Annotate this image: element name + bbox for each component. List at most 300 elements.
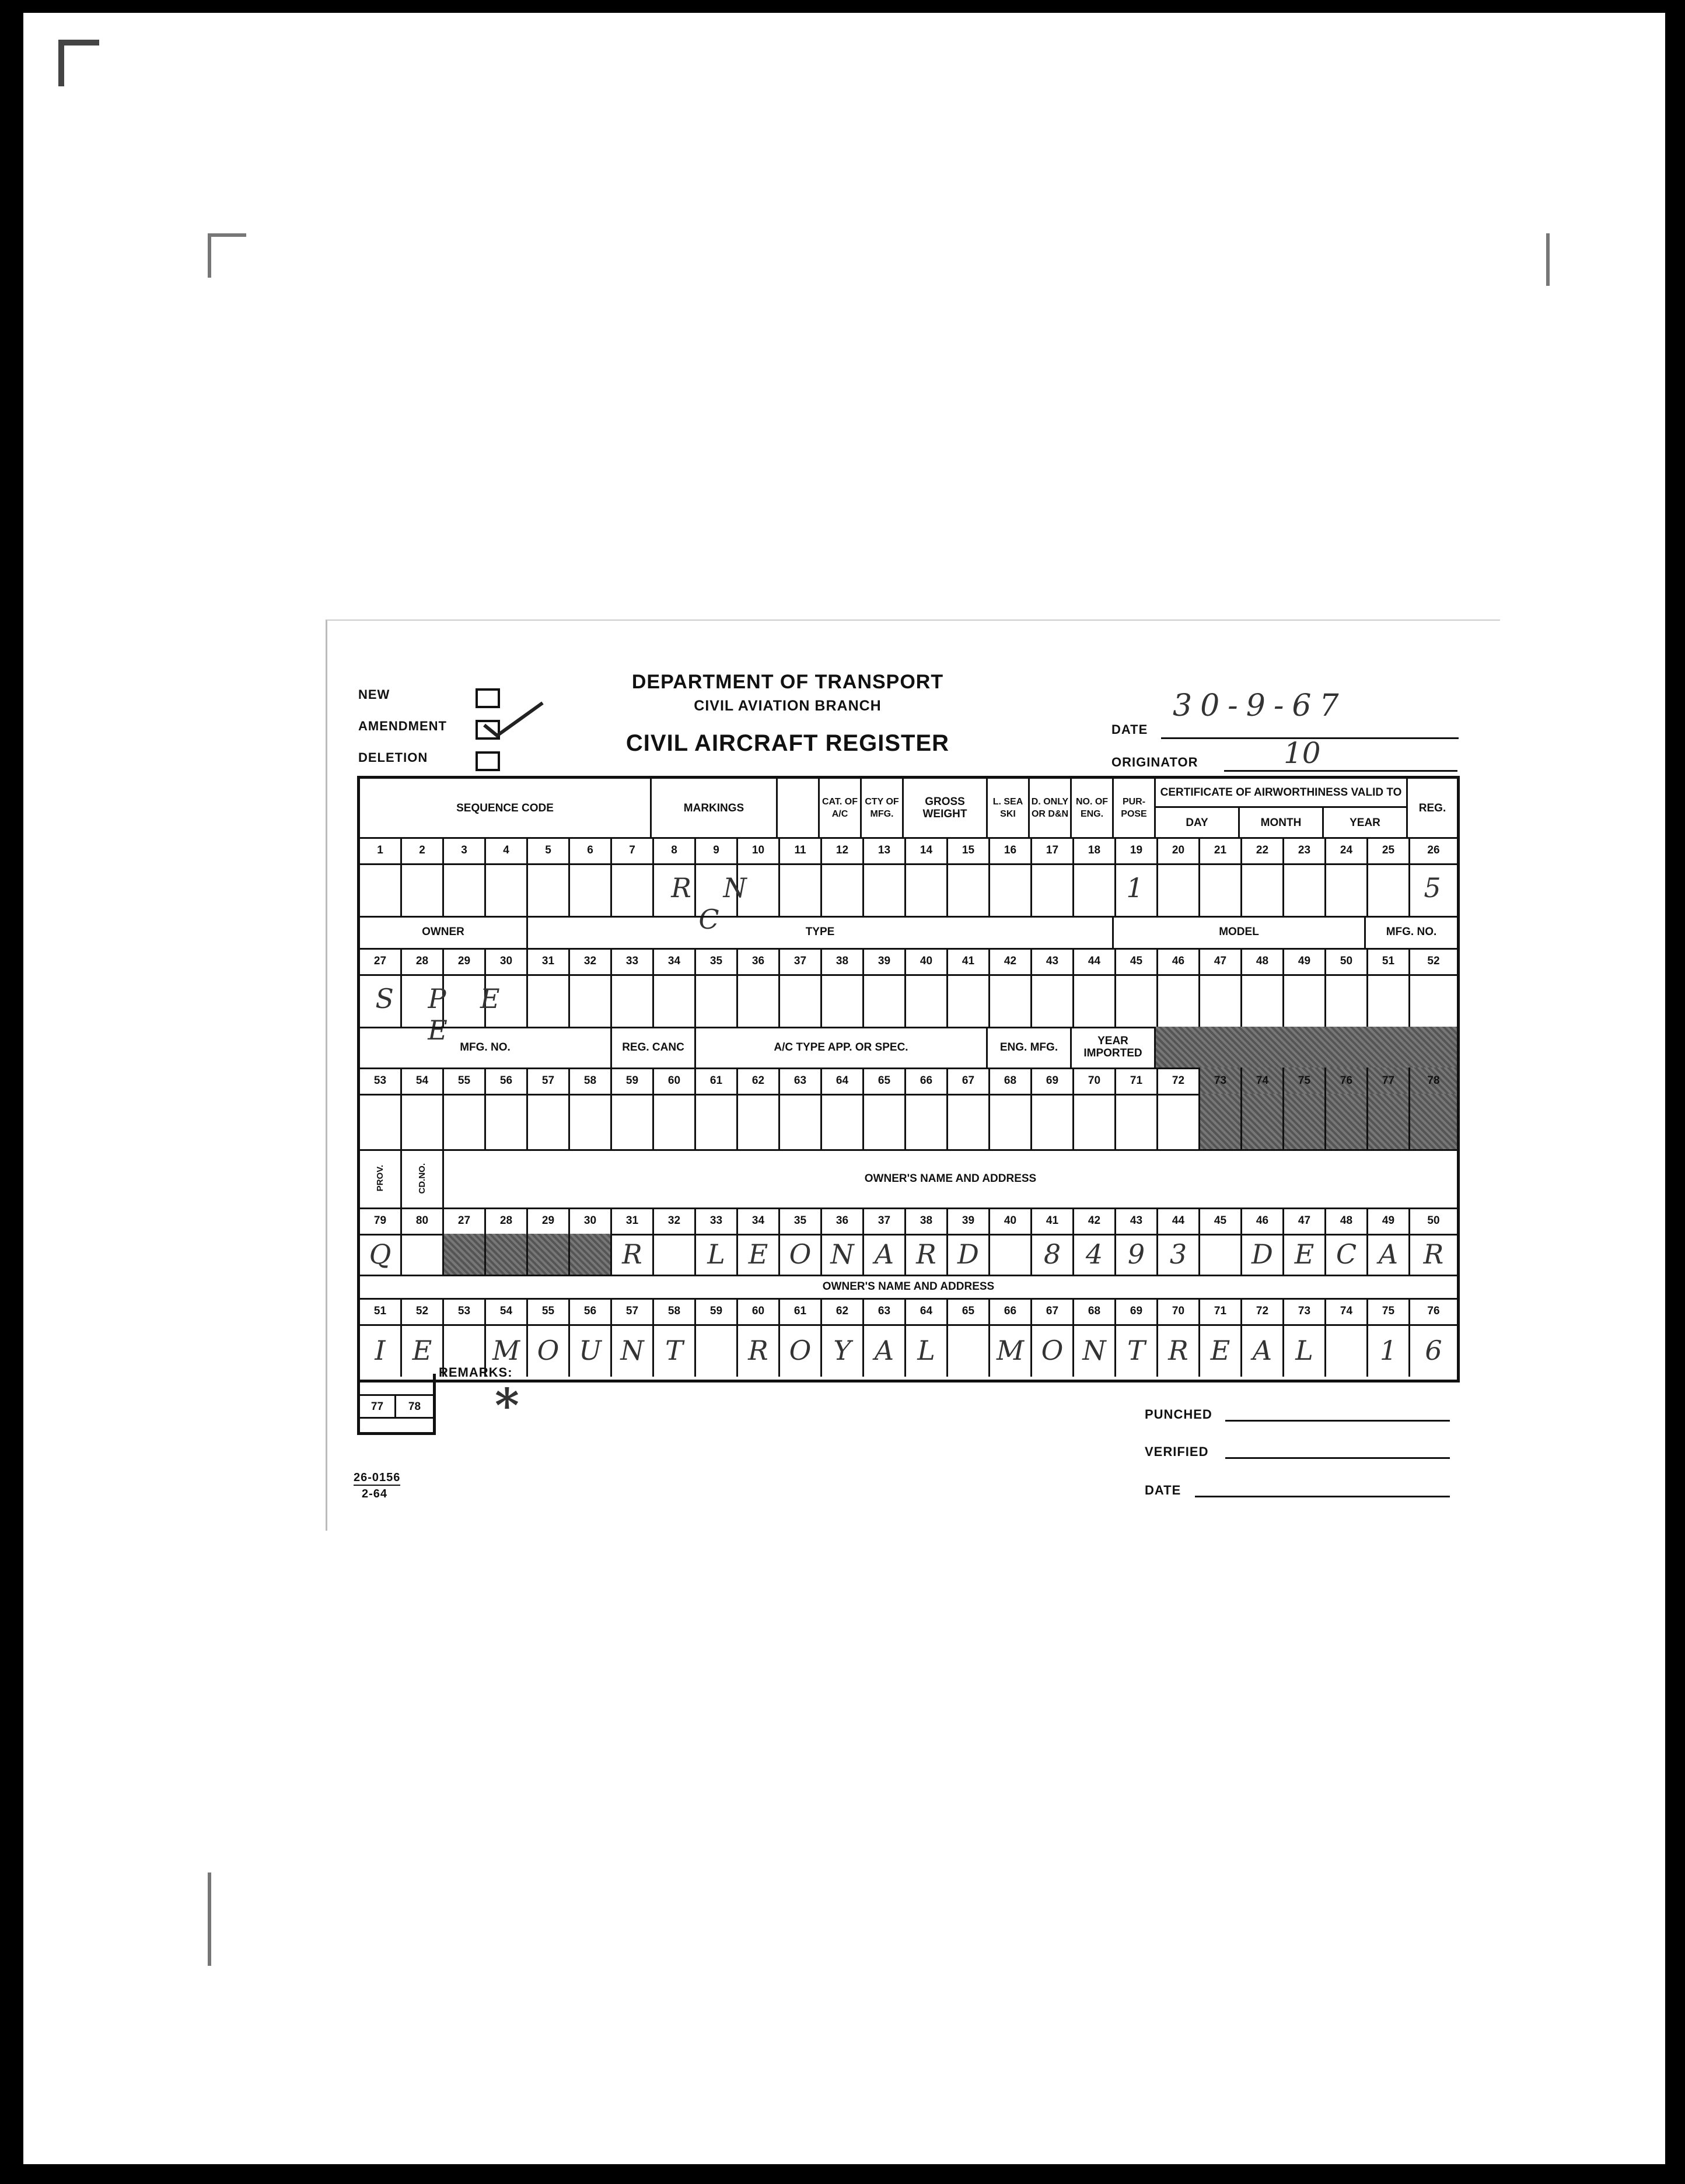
entry-cell[interactable] bbox=[528, 1234, 570, 1275]
cdno-label: CD.NO. bbox=[417, 1163, 427, 1194]
entry-cell[interactable] bbox=[990, 863, 1032, 916]
column-number: 48 bbox=[1242, 948, 1284, 974]
owner-address-header: OWNER'S NAME AND ADDRESS bbox=[864, 1172, 1037, 1185]
column-number: 73 bbox=[1200, 1068, 1242, 1094]
entry-cell[interactable] bbox=[780, 974, 822, 1027]
entry-cell[interactable] bbox=[990, 1094, 1032, 1149]
cat-header: CAT. OF A/C bbox=[820, 779, 862, 837]
entry-cell[interactable] bbox=[1368, 974, 1410, 1027]
entry-cell[interactable] bbox=[864, 1094, 906, 1149]
entry-cell[interactable]: L bbox=[696, 1234, 738, 1275]
entry-cell[interactable] bbox=[1074, 1094, 1116, 1149]
entry-cell[interactable] bbox=[1200, 1094, 1242, 1149]
entry-cell[interactable] bbox=[948, 863, 990, 916]
entry-cell[interactable]: A bbox=[1242, 1324, 1284, 1377]
column-number: 61 bbox=[780, 1298, 822, 1324]
column-number: 34 bbox=[738, 1208, 780, 1234]
entry-cell[interactable] bbox=[696, 1094, 738, 1149]
column-number: 76 bbox=[1427, 1305, 1440, 1317]
column-number: 63 bbox=[780, 1068, 822, 1094]
regcanc-header: REG. CANC bbox=[612, 1027, 696, 1068]
entry-cell[interactable]: 9 bbox=[1116, 1234, 1158, 1275]
column-number: 34 bbox=[654, 948, 696, 974]
entry-cell[interactable] bbox=[444, 863, 486, 916]
entry-cell[interactable] bbox=[528, 1094, 570, 1149]
column-number: 31 bbox=[612, 1208, 654, 1234]
entry-cell[interactable] bbox=[738, 1094, 780, 1149]
entry-cell[interactable] bbox=[906, 1094, 948, 1149]
entry-cell[interactable] bbox=[990, 974, 1032, 1027]
markings-entry: R N C bbox=[671, 872, 758, 935]
entry-cell[interactable] bbox=[948, 1094, 990, 1149]
entry-cell[interactable] bbox=[906, 974, 948, 1027]
column-number: 64 bbox=[906, 1298, 948, 1324]
column-number: 2 bbox=[402, 837, 444, 863]
entry-cell[interactable] bbox=[1242, 863, 1284, 916]
entry-cell[interactable]: U bbox=[570, 1324, 612, 1377]
entry-cell[interactable]: Y bbox=[822, 1324, 864, 1377]
column-number: 72 bbox=[1242, 1298, 1284, 1324]
row5-labels bbox=[360, 1275, 1457, 1298]
gross-weight-header: GROSS WEIGHT bbox=[904, 779, 988, 837]
crop-mark bbox=[208, 1873, 246, 1966]
entry-cell[interactable] bbox=[486, 1234, 528, 1275]
column-number: 59 bbox=[612, 1068, 654, 1094]
entry-cell[interactable] bbox=[780, 863, 822, 916]
entry-cell[interactable]: 4 bbox=[1074, 1234, 1116, 1275]
entry-cell[interactable]: O bbox=[528, 1324, 570, 1377]
column-number: 57 bbox=[528, 1068, 570, 1094]
column-number: 69 bbox=[1116, 1298, 1158, 1324]
entry-cell[interactable]: A bbox=[1368, 1234, 1410, 1275]
entry-cell[interactable] bbox=[696, 1324, 738, 1377]
column-number: 16 bbox=[990, 837, 1032, 863]
column-number: 32 bbox=[654, 1208, 696, 1234]
cty-header: CTY OF MFG. bbox=[862, 779, 904, 837]
column-number: 41 bbox=[948, 948, 990, 974]
column-number: 62 bbox=[738, 1068, 780, 1094]
footer-date-label: DATE bbox=[1145, 1483, 1181, 1497]
column-number: 39 bbox=[948, 1208, 990, 1234]
entry-cell[interactable]: T bbox=[654, 1324, 696, 1377]
column-number: 77 bbox=[1368, 1068, 1410, 1094]
row3-entries[interactable] bbox=[360, 1094, 1457, 1149]
column-number: 11 bbox=[780, 837, 822, 863]
entry-cell[interactable] bbox=[612, 974, 654, 1027]
entry-cell[interactable] bbox=[654, 974, 696, 1027]
entry-cell[interactable] bbox=[1242, 1094, 1284, 1149]
entry-cell[interactable] bbox=[570, 974, 612, 1027]
column-number: 35 bbox=[780, 1208, 822, 1234]
markings-header: MARKINGS bbox=[652, 779, 778, 837]
engmfg-header: ENG. MFG. bbox=[988, 1027, 1072, 1068]
column-number: 1 bbox=[360, 837, 402, 863]
entry-cell[interactable] bbox=[780, 1094, 822, 1149]
column-number: 60 bbox=[654, 1068, 696, 1094]
entry-cell[interactable]: M bbox=[486, 1324, 528, 1377]
column-number: 40 bbox=[990, 1208, 1032, 1234]
owner-address2-header: OWNER'S NAME AND ADDRESS bbox=[822, 1280, 995, 1293]
entry-cell[interactable]: A bbox=[864, 1234, 906, 1275]
entry-cell[interactable] bbox=[1410, 974, 1457, 1027]
column-number: 55 bbox=[528, 1298, 570, 1324]
column-number: 53 bbox=[360, 1068, 402, 1094]
entry-cell[interactable]: E bbox=[1200, 1324, 1242, 1377]
column-number: 44 bbox=[1074, 948, 1116, 974]
row1-numbers bbox=[360, 837, 1457, 863]
entry-cell[interactable] bbox=[1158, 863, 1200, 916]
entry-cell[interactable]: M bbox=[990, 1324, 1032, 1377]
entry-cell[interactable] bbox=[1368, 863, 1410, 916]
column-number: 58 bbox=[654, 1298, 696, 1324]
column-number: 27 bbox=[360, 948, 402, 974]
column-number: 28 bbox=[402, 948, 444, 974]
branch-title: CIVIL AVIATION BRANCH bbox=[694, 698, 882, 714]
entry-cell[interactable] bbox=[444, 1234, 486, 1275]
entry-cell[interactable]: D bbox=[1242, 1234, 1284, 1275]
column-number: 67 bbox=[948, 1068, 990, 1094]
column-number: 41 bbox=[1032, 1208, 1074, 1234]
column-number: 3 bbox=[444, 837, 486, 863]
purpose-header: PUR- POSE bbox=[1114, 779, 1156, 837]
column-number: 70 bbox=[1158, 1298, 1200, 1324]
entry-cell[interactable] bbox=[1074, 863, 1116, 916]
col78-number: 78 bbox=[396, 1394, 433, 1419]
entry-cell[interactable] bbox=[1032, 974, 1074, 1027]
column-number: 44 bbox=[1158, 1208, 1200, 1234]
column-number: 49 bbox=[1368, 1208, 1410, 1234]
entry-cell[interactable]: C bbox=[1326, 1234, 1368, 1275]
column-number: 75 bbox=[1368, 1298, 1410, 1324]
entry-cell[interactable] bbox=[822, 974, 864, 1027]
entry-cell[interactable]: O bbox=[780, 1234, 822, 1275]
column-number: 68 bbox=[1074, 1298, 1116, 1324]
register-grid bbox=[357, 776, 1460, 1382]
entry-cell[interactable]: N bbox=[822, 1234, 864, 1275]
entry-cell[interactable] bbox=[1074, 974, 1116, 1027]
entry-cell[interactable] bbox=[990, 1234, 1032, 1275]
column-number: 57 bbox=[612, 1298, 654, 1324]
column-number: 39 bbox=[864, 948, 906, 974]
new-label: NEW bbox=[358, 687, 390, 702]
entry-cell[interactable] bbox=[1200, 974, 1242, 1027]
entry-cell[interactable]: 8 bbox=[1032, 1234, 1074, 1275]
column-number: 40 bbox=[906, 948, 948, 974]
column-number: 79 bbox=[360, 1208, 402, 1234]
lsea-header: L. SEA SKI bbox=[988, 779, 1030, 837]
column-number: 10 bbox=[738, 837, 780, 863]
entry-cell[interactable]: N bbox=[1074, 1324, 1116, 1377]
column-number: 45 bbox=[1116, 948, 1158, 974]
row3-labels bbox=[360, 1027, 1457, 1068]
entry-cell[interactable] bbox=[948, 974, 990, 1027]
column-number: 50 bbox=[1326, 948, 1368, 974]
entry-cell[interactable] bbox=[864, 863, 906, 916]
cert-header: CERTIFICATE OF AIRWORTHINESS VALID TO bbox=[1156, 779, 1408, 808]
entry-cell[interactable] bbox=[1368, 1094, 1410, 1149]
column-number: 36 bbox=[738, 948, 780, 974]
entry-cell[interactable] bbox=[402, 863, 444, 916]
row4-entries[interactable] bbox=[360, 1234, 1457, 1275]
column-number: 33 bbox=[612, 948, 654, 974]
row4-numbers bbox=[360, 1208, 1457, 1234]
entry-cell[interactable] bbox=[1284, 863, 1326, 916]
page-title: CIVIL AIRCRAFT REGISTER bbox=[625, 730, 950, 756]
column-number: 74 bbox=[1326, 1298, 1368, 1324]
column-number: 52 bbox=[402, 1298, 444, 1324]
column-number: 12 bbox=[822, 837, 864, 863]
column-number: 38 bbox=[906, 1208, 948, 1234]
entry-cell[interactable] bbox=[1158, 974, 1200, 1027]
entry-cell[interactable] bbox=[864, 974, 906, 1027]
entry-cell[interactable] bbox=[486, 1094, 528, 1149]
column-number: 64 bbox=[822, 1068, 864, 1094]
remarks-mark: * bbox=[495, 1378, 519, 1433]
entry-cell[interactable] bbox=[570, 863, 612, 916]
column-number: 49 bbox=[1284, 948, 1326, 974]
entry-cell[interactable]: 3 bbox=[1158, 1234, 1200, 1275]
entry-cell[interactable]: O bbox=[1032, 1324, 1074, 1377]
column-number: 29 bbox=[444, 948, 486, 974]
entry-cell[interactable]: O bbox=[780, 1324, 822, 1377]
entry-cell[interactable] bbox=[1116, 1094, 1158, 1149]
entry-cell[interactable] bbox=[822, 863, 864, 916]
column-number: 59 bbox=[696, 1298, 738, 1324]
column-number: 7 bbox=[612, 837, 654, 863]
punched-line[interactable] bbox=[1225, 1404, 1450, 1422]
footer-date-line[interactable] bbox=[1195, 1479, 1450, 1497]
column-number: 72 bbox=[1158, 1068, 1200, 1094]
column-number: 52 bbox=[1427, 955, 1440, 967]
entry-cell[interactable]: I bbox=[360, 1324, 402, 1377]
column-number: 42 bbox=[990, 948, 1032, 974]
crop-mark bbox=[58, 40, 99, 86]
column-number: 27 bbox=[444, 1208, 486, 1234]
entry-cell[interactable]: 6 bbox=[1425, 1334, 1442, 1366]
column-number: 28 bbox=[486, 1208, 528, 1234]
entry-cell[interactable]: R bbox=[906, 1234, 948, 1275]
type-header: TYPE bbox=[528, 916, 1114, 948]
column-number: 20 bbox=[1158, 837, 1200, 863]
column-number: 51 bbox=[360, 1298, 402, 1324]
column-number: 68 bbox=[990, 1068, 1032, 1094]
prov-header bbox=[360, 1149, 402, 1208]
column-number: 75 bbox=[1284, 1068, 1326, 1094]
entry-cell[interactable]: E bbox=[738, 1234, 780, 1275]
column-number: 43 bbox=[1116, 1208, 1158, 1234]
column-number: 29 bbox=[528, 1208, 570, 1234]
column-number: 60 bbox=[738, 1298, 780, 1324]
column-number: 37 bbox=[780, 948, 822, 974]
entry-cell[interactable] bbox=[402, 1094, 444, 1149]
row5-numbers bbox=[360, 1298, 1457, 1324]
row1-labels bbox=[360, 779, 1457, 837]
row1-entries[interactable] bbox=[360, 863, 1457, 916]
amendment-label: AMENDMENT bbox=[358, 719, 447, 733]
entry-cell[interactable]: L bbox=[1284, 1324, 1326, 1377]
entry-cell[interactable]: N bbox=[612, 1324, 654, 1377]
model-header: MODEL bbox=[1114, 916, 1366, 948]
crop-mark bbox=[1511, 233, 1550, 286]
entry-cell[interactable] bbox=[402, 1234, 444, 1275]
year-header: YEAR bbox=[1324, 808, 1408, 837]
entry-cell[interactable]: D bbox=[948, 1234, 990, 1275]
row5-entries[interactable] bbox=[360, 1324, 1457, 1377]
entry-cell[interactable] bbox=[612, 863, 654, 916]
row3-numbers bbox=[360, 1068, 1457, 1094]
purpose-entry: 1 bbox=[1126, 872, 1144, 904]
column-number: 54 bbox=[402, 1068, 444, 1094]
column-number: 6 bbox=[570, 837, 612, 863]
entry-cell[interactable] bbox=[1158, 1094, 1200, 1149]
column-number: 53 bbox=[444, 1298, 486, 1324]
entry-cell[interactable]: R bbox=[1423, 1238, 1444, 1270]
column-number: 69 bbox=[1032, 1068, 1074, 1094]
entry-cell[interactable]: L bbox=[906, 1324, 948, 1377]
deletion-label: DELETION bbox=[358, 750, 428, 765]
entry-cell[interactable]: A bbox=[864, 1324, 906, 1377]
entry-cell[interactable] bbox=[1326, 1094, 1368, 1149]
column-number: 9 bbox=[696, 837, 738, 863]
column-number: 51 bbox=[1368, 948, 1410, 974]
column-number: 23 bbox=[1284, 837, 1326, 863]
entry-cell[interactable] bbox=[1200, 863, 1242, 916]
column-number: 30 bbox=[570, 1208, 612, 1234]
column-number: 47 bbox=[1200, 948, 1242, 974]
reg-entry: 5 bbox=[1424, 872, 1441, 904]
entry-cell[interactable] bbox=[486, 863, 528, 916]
entry-cell[interactable] bbox=[1200, 1234, 1242, 1275]
column-number: 32 bbox=[570, 948, 612, 974]
entry-cell[interactable]: E bbox=[402, 1324, 444, 1377]
column-number: 50 bbox=[1427, 1214, 1440, 1227]
column-number: 13 bbox=[864, 837, 906, 863]
column-number: 38 bbox=[822, 948, 864, 974]
entry-cell[interactable] bbox=[696, 974, 738, 1027]
entry-cell[interactable]: T bbox=[1116, 1324, 1158, 1377]
verified-line[interactable] bbox=[1225, 1441, 1450, 1459]
column-number: 15 bbox=[948, 837, 990, 863]
column-number: 25 bbox=[1368, 837, 1410, 863]
column-number: 45 bbox=[1200, 1208, 1242, 1234]
originator-line bbox=[1224, 748, 1457, 772]
entry-cell[interactable] bbox=[822, 1094, 864, 1149]
row4-labels bbox=[360, 1149, 1457, 1208]
prov-label: PROV. bbox=[375, 1165, 385, 1192]
column-number: 18 bbox=[1074, 837, 1116, 863]
verified-label: VERIFIED bbox=[1145, 1444, 1209, 1459]
entry-cell[interactable] bbox=[906, 863, 948, 916]
column-number: 71 bbox=[1116, 1068, 1158, 1094]
column-number: 71 bbox=[1200, 1298, 1242, 1324]
mfgno-header: MFG. NO. bbox=[1386, 926, 1437, 938]
column-number: 66 bbox=[906, 1068, 948, 1094]
entry-cell[interactable] bbox=[1116, 974, 1158, 1027]
column-number: 37 bbox=[864, 1208, 906, 1234]
entry-cell[interactable] bbox=[738, 974, 780, 1027]
entry-cell[interactable] bbox=[654, 1234, 696, 1275]
punched-label: PUNCHED bbox=[1145, 1407, 1212, 1422]
entry-cell[interactable] bbox=[1032, 863, 1074, 916]
entry-cell[interactable] bbox=[1242, 974, 1284, 1027]
date-label: DATE bbox=[1111, 722, 1148, 737]
entry-cell[interactable] bbox=[1410, 1094, 1457, 1149]
row2-numbers bbox=[360, 948, 1457, 974]
mfgno2-header: MFG. NO. bbox=[360, 1027, 612, 1068]
column-number: 56 bbox=[570, 1298, 612, 1324]
entry-cell[interactable] bbox=[528, 863, 570, 916]
entry-cell[interactable]: R bbox=[612, 1234, 654, 1275]
col11-header bbox=[778, 779, 820, 837]
dept-title: DEPARTMENT OF TRANSPORT bbox=[631, 671, 944, 693]
noeng-header: NO. OF ENG. bbox=[1072, 779, 1114, 837]
entry-cell[interactable]: R bbox=[738, 1324, 780, 1377]
entry-cell[interactable] bbox=[1284, 1094, 1326, 1149]
column-number: 70 bbox=[1074, 1068, 1116, 1094]
entry-cell[interactable] bbox=[444, 1094, 486, 1149]
column-number: 74 bbox=[1242, 1068, 1284, 1094]
entry-cell[interactable] bbox=[654, 1094, 696, 1149]
column-number: 21 bbox=[1200, 837, 1242, 863]
originator-label: ORIGINATOR bbox=[1111, 755, 1198, 769]
entry-cell[interactable] bbox=[570, 1094, 612, 1149]
entry-cell[interactable]: R bbox=[1158, 1324, 1200, 1377]
column-number: 42 bbox=[1074, 1208, 1116, 1234]
owner-header: OWNER bbox=[360, 916, 528, 948]
column-number: 78 bbox=[1410, 1068, 1457, 1094]
owner-entry: S P E E bbox=[375, 983, 513, 1046]
column-number: 30 bbox=[486, 948, 528, 974]
entry-cell[interactable] bbox=[1326, 863, 1368, 916]
actype-header: A/C TYPE APP. OR SPEC. bbox=[696, 1027, 988, 1068]
col77-number: 77 bbox=[360, 1394, 396, 1419]
entry-cell[interactable] bbox=[1032, 1094, 1074, 1149]
column-number: 46 bbox=[1242, 1208, 1284, 1234]
deletion-checkbox[interactable] bbox=[476, 751, 500, 771]
column-number: 22 bbox=[1242, 837, 1284, 863]
column-number: 26 bbox=[1427, 844, 1440, 856]
form-revision: 2-64 bbox=[362, 1488, 388, 1500]
checkmark-icon bbox=[478, 697, 548, 744]
entry-cell[interactable] bbox=[1284, 974, 1326, 1027]
date-value: 30-9-67 bbox=[1173, 688, 1347, 723]
entry-cell[interactable] bbox=[528, 974, 570, 1027]
entry-cell[interactable] bbox=[948, 1324, 990, 1377]
entry-cell[interactable] bbox=[1326, 1324, 1368, 1377]
entry-cell[interactable] bbox=[570, 1234, 612, 1275]
column-number: 56 bbox=[486, 1068, 528, 1094]
entry-cell[interactable]: Q bbox=[360, 1234, 402, 1275]
originator-value: 10 bbox=[1284, 736, 1321, 770]
remarks-extension bbox=[357, 1374, 436, 1435]
entry-cell[interactable] bbox=[360, 1094, 402, 1149]
month-header: MONTH bbox=[1240, 808, 1324, 837]
sequence-code-header: SEQUENCE CODE bbox=[360, 779, 652, 837]
column-number: 48 bbox=[1326, 1208, 1368, 1234]
column-number: 62 bbox=[822, 1298, 864, 1324]
column-number: 14 bbox=[906, 837, 948, 863]
entry-cell[interactable]: 1 bbox=[1368, 1324, 1410, 1377]
shaded-block bbox=[1156, 1027, 1457, 1068]
entry-cell[interactable] bbox=[1326, 974, 1368, 1027]
entry-cell[interactable] bbox=[612, 1094, 654, 1149]
column-number: 66 bbox=[990, 1298, 1032, 1324]
column-number: 36 bbox=[822, 1208, 864, 1234]
column-number: 4 bbox=[486, 837, 528, 863]
column-number: 76 bbox=[1326, 1068, 1368, 1094]
entry-cell[interactable]: E bbox=[1284, 1234, 1326, 1275]
entry-cell[interactable] bbox=[360, 863, 402, 916]
